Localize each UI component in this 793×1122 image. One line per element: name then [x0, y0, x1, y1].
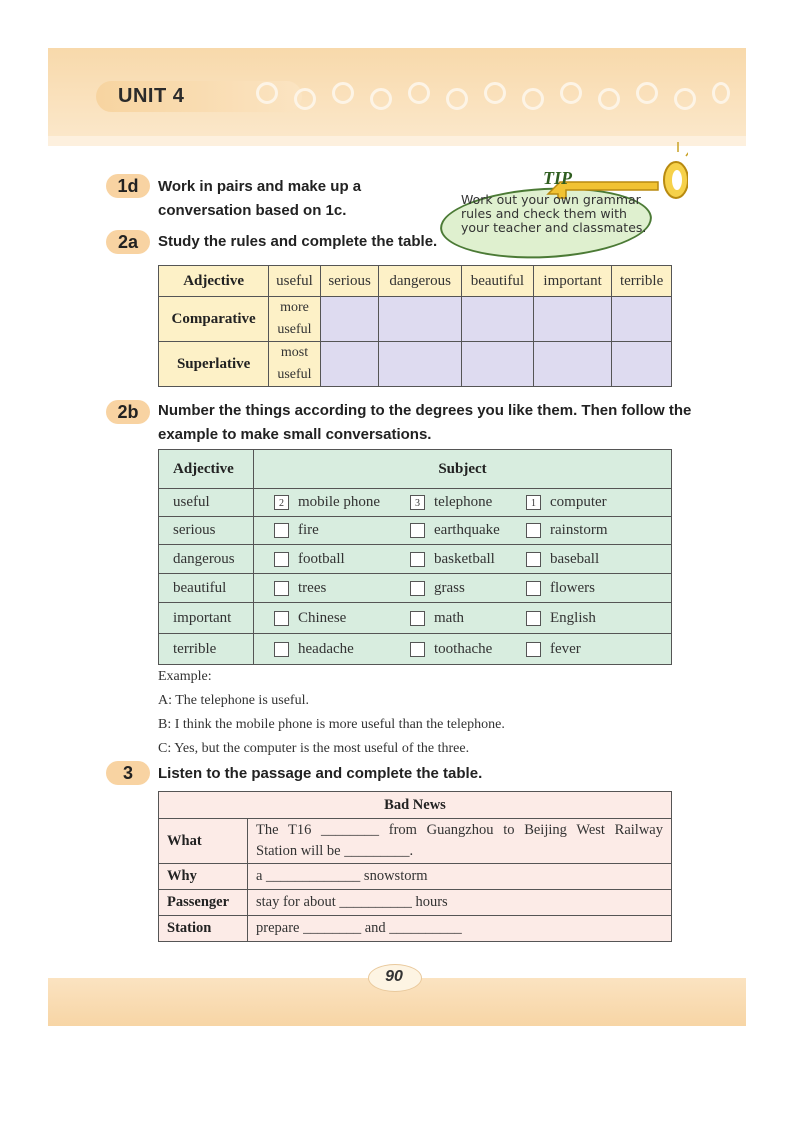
option-label: earthquake — [434, 522, 500, 539]
adjective-cell: beautiful — [159, 574, 254, 603]
option-label: grass — [434, 579, 465, 596]
rank-option — [526, 522, 608, 539]
row-label-why: Why — [159, 864, 248, 890]
example-line-c: C: Yes, but the computer is the most useful of the three. — [158, 741, 470, 756]
rank-option — [274, 641, 410, 658]
passenger-cell[interactable]: stay for about __________ hours — [248, 890, 672, 916]
example-label: Example: — [158, 669, 212, 684]
instruction-2b-line1: Number the things according to the degrees you like them. Then follow the — [158, 402, 692, 419]
badge-1d: 1d — [106, 174, 150, 198]
rank-checkbox[interactable] — [410, 581, 425, 596]
subject-options-cell — [254, 603, 672, 634]
bad-news-title: Bad News — [159, 792, 672, 819]
page-number-badge — [368, 964, 428, 990]
why-cell[interactable]: a _____________ snowstorm — [248, 864, 672, 890]
option-label: Chinese — [298, 609, 347, 626]
rank-option — [274, 551, 410, 568]
what-line2: Station will be _________. — [256, 843, 414, 859]
subject-options-cell — [254, 489, 672, 517]
instruction-1d-line2: conversation based on 1c. — [158, 202, 347, 219]
answer-cell[interactable] — [320, 297, 379, 342]
adjective-cell: useful — [159, 489, 254, 517]
table-header-cell: beautiful — [461, 266, 533, 297]
subject-options-cell — [254, 634, 672, 665]
rank-option — [410, 580, 526, 597]
option-label: headache — [298, 640, 354, 657]
cell-line: more — [280, 300, 309, 315]
rank-checkbox[interactable]: 2 — [274, 495, 289, 510]
cell-line: useful — [277, 322, 312, 337]
rank-option — [526, 580, 595, 597]
badge-2b: 2b — [106, 400, 150, 424]
rank-option — [410, 522, 526, 539]
rank-checkbox[interactable] — [526, 523, 541, 538]
answer-cell[interactable] — [533, 342, 611, 387]
rank-option — [274, 610, 410, 627]
answer-cell[interactable] — [379, 297, 461, 342]
table-header-cell: dangerous — [379, 266, 461, 297]
rank-checkbox[interactable] — [410, 552, 425, 567]
subject-options-cell — [254, 517, 672, 545]
rank-checkbox[interactable] — [526, 642, 541, 657]
table-row — [159, 634, 672, 665]
rank-checkbox[interactable] — [274, 523, 289, 538]
table-header-cell: useful — [269, 266, 321, 297]
option-label: fever — [550, 640, 581, 657]
adjective-cell: important — [159, 603, 254, 634]
rank-option — [410, 610, 526, 627]
rank-checkbox[interactable] — [274, 581, 289, 596]
rank-option — [410, 641, 526, 658]
superlative-useful-cell — [269, 342, 321, 387]
table-row — [159, 574, 672, 603]
table-row — [159, 517, 672, 545]
example-line-a: A: The telephone is useful. — [158, 693, 309, 708]
rank-option — [274, 522, 410, 539]
cell-line: useful — [277, 367, 312, 382]
table-row — [159, 489, 672, 517]
table-header-adjective: Adjective — [159, 450, 254, 489]
rank-checkbox[interactable] — [274, 611, 289, 626]
what-line1: The T16 ________ from Guangzhou to Beijing West Railway — [256, 822, 663, 838]
row-label-what: What — [159, 819, 248, 864]
preference-table — [158, 449, 672, 665]
page-number: 90 — [385, 968, 403, 985]
rank-checkbox[interactable] — [274, 642, 289, 657]
option-label: math — [434, 609, 464, 626]
rank-option — [410, 494, 526, 511]
option-label: rainstorm — [550, 522, 608, 539]
table-header-cell: terrible — [612, 266, 672, 297]
option-label: telephone — [434, 494, 493, 511]
rank-checkbox[interactable] — [410, 523, 425, 538]
what-cell[interactable] — [248, 819, 672, 864]
table-header-subject: Subject — [254, 450, 672, 489]
table-row — [159, 603, 672, 634]
rank-option — [274, 494, 410, 511]
table-header-cell: important — [533, 266, 611, 297]
subject-options-cell — [254, 545, 672, 574]
bad-news-table — [158, 791, 672, 942]
option-label: fire — [298, 522, 319, 539]
instruction-1d-line1: Work in pairs and make up a — [158, 178, 362, 195]
option-label: flowers — [550, 579, 595, 596]
rank-checkbox[interactable] — [410, 611, 425, 626]
rank-option — [410, 551, 526, 568]
option-label: English — [550, 609, 596, 626]
badge-3: 3 — [106, 761, 150, 785]
adjective-cell: terrible — [159, 634, 254, 665]
subject-options-cell — [254, 574, 672, 603]
adjective-cell: dangerous — [159, 545, 254, 574]
rank-option — [526, 610, 596, 627]
rank-checkbox[interactable] — [526, 552, 541, 567]
instruction-3: Listen to the passage and complete the table. — [158, 765, 483, 782]
row-label-superlative: Superlative — [159, 342, 269, 387]
option-label: mobile phone — [298, 494, 381, 511]
rank-checkbox[interactable] — [526, 611, 541, 626]
unit-title: UNIT 4 — [118, 85, 185, 107]
tip-callout — [440, 128, 650, 248]
table-header-cell: serious — [320, 266, 379, 297]
station-cell[interactable]: prepare ________ and __________ — [248, 916, 672, 942]
option-label: trees — [298, 579, 327, 596]
instruction-2b-line2: example to make small conversations. — [158, 426, 432, 443]
option-label: football — [298, 550, 345, 567]
badge-2a: 2a — [106, 230, 150, 254]
answer-cell[interactable] — [320, 342, 379, 387]
comparative-useful-cell — [269, 297, 321, 342]
option-label: computer — [550, 494, 607, 511]
option-label: basketball — [434, 550, 495, 567]
rank-checkbox[interactable] — [274, 552, 289, 567]
tip-label: TIP — [543, 168, 572, 188]
rank-option — [274, 580, 410, 597]
instruction-2a: Study the rules and complete the table. — [158, 233, 438, 250]
rank-option — [526, 641, 581, 658]
answer-cell[interactable] — [612, 297, 672, 342]
table-header-cell: Adjective — [159, 266, 269, 297]
cell-line: most — [280, 345, 309, 360]
rank-option — [526, 551, 599, 568]
answer-cell[interactable] — [461, 297, 533, 342]
rank-checkbox[interactable] — [410, 642, 425, 657]
rank-checkbox[interactable] — [526, 581, 541, 596]
rank-checkbox[interactable]: 1 — [526, 495, 541, 510]
textbook-page — [48, 48, 746, 1026]
answer-cell[interactable] — [612, 342, 672, 387]
tip-text: Work out your own grammar rules and check them with your teacher and classmates. — [461, 192, 647, 235]
rank-option — [526, 494, 607, 511]
answer-cell[interactable] — [379, 342, 461, 387]
row-label-comparative: Comparative — [159, 297, 269, 342]
adjective-cell: serious — [159, 517, 254, 545]
rank-checkbox[interactable]: 3 — [410, 495, 425, 510]
row-label-passenger: Passenger — [159, 890, 248, 916]
row-label-station: Station — [159, 916, 248, 942]
answer-cell[interactable] — [461, 342, 533, 387]
answer-cell[interactable] — [533, 297, 611, 342]
option-label: toothache — [434, 640, 493, 657]
option-label: baseball — [550, 550, 600, 567]
example-line-b: B: I think the mobile phone is more useful than the telephone. — [158, 717, 505, 732]
adjective-forms-table — [158, 265, 672, 387]
table-row — [159, 545, 672, 574]
